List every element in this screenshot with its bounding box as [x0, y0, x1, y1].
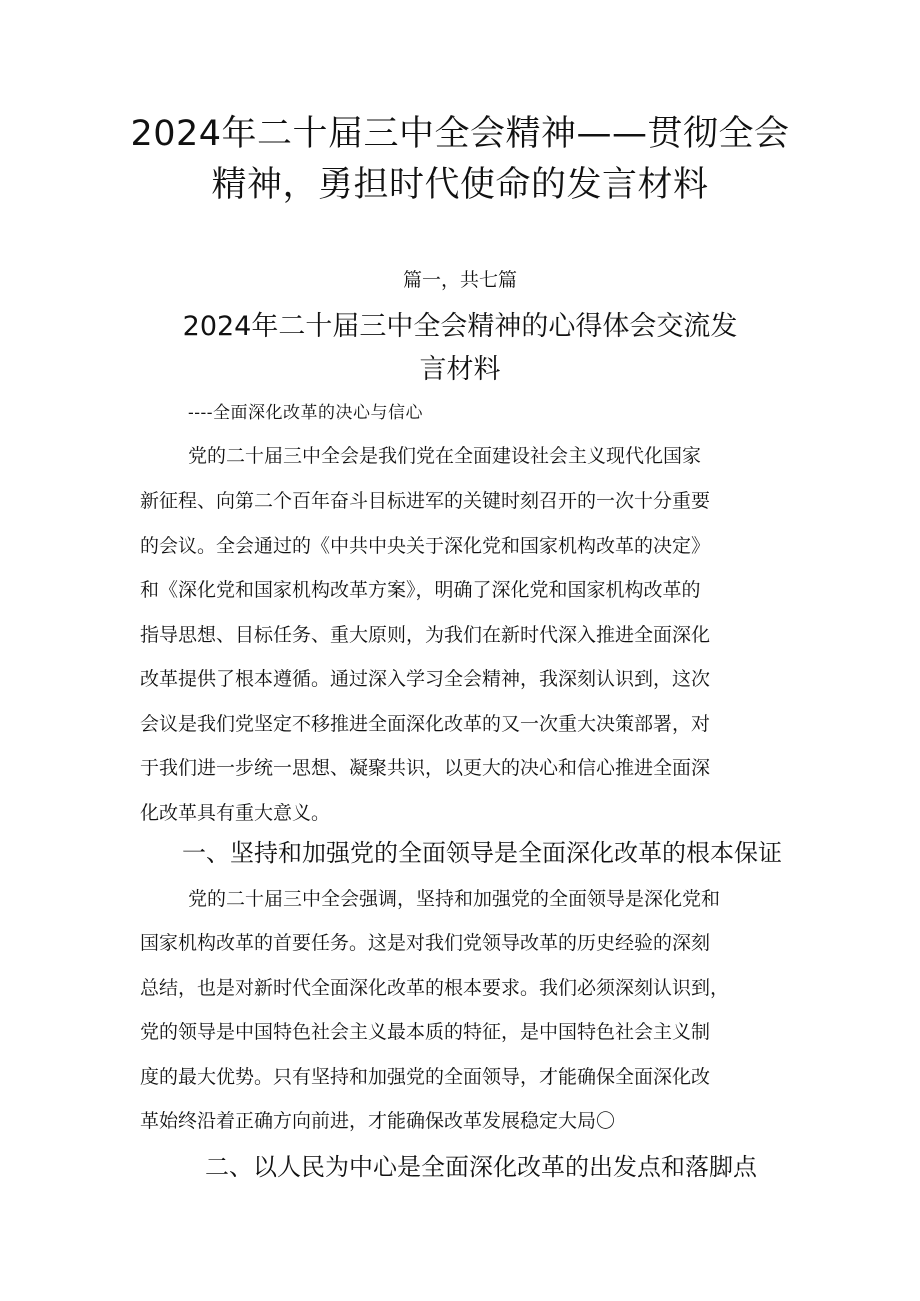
intro-line: 和《深化党和国家机构改革方案》，明确了深化党和国家机构改革的 — [140, 579, 701, 601]
article-title-line-2: 言材料 — [419, 354, 501, 385]
intro-line: 新征程、向第二个百年奋斗目标进军的关键时刻召开的一次十分重要 — [140, 490, 711, 512]
section-1-line: 党的领导是中国特色社会主义最本质的特征，是中国特色社会主义制 — [140, 1021, 711, 1043]
intro-line: 化改革具有重大意义。 — [140, 802, 331, 824]
article-tagline: ----全面深化改革的决心与信心 — [188, 403, 423, 423]
section-1-line: 革始终沿着正确方向前进，才能确保改革发展稳定大局〇 — [140, 1110, 616, 1132]
intro-line: 的会议。全会通过的《中共中央关于深化党和国家机构改革的决定》 — [140, 535, 711, 557]
section-heading-1: 一、坚持和加强党的全面领导是全面深化改革的根本保证 — [182, 839, 782, 867]
article-title-line-1: 2024年二十届三中全会精神的心得体会交流发 — [182, 311, 738, 342]
document-title-line-2: 精神，勇担时代使命的发言材料 — [211, 165, 709, 205]
intro-line: 改革提供了根本遵循。通过深入学习全会精神，我深刻认识到，这次 — [140, 668, 711, 690]
section-1-line: 国家机构改革的首要任务。这是对我们党领导改革的历史经验的深刻 — [140, 932, 711, 954]
intro-line: 党的二十届三中全会是我们党在全面建设社会主义现代化国家 — [188, 445, 702, 467]
section-1-line: 度的最大优势。只有坚持和加强党的全面领导，才能确保全面深化改 — [140, 1066, 711, 1088]
intro-line: 于我们进一步统一思想、凝聚共识，以更大的决心和信心推进全面深 — [140, 757, 711, 779]
section-heading-2: 二、以人民为中心是全面深化改革的出发点和落脚点 — [205, 1153, 757, 1181]
intro-line: 会议是我们党坚定不移推进全面深化改革的又一次重大决策部署，对 — [140, 713, 711, 735]
section-1-line: 党的二十届三中全会强调，坚持和加强党的全面领导是深化党和 — [188, 888, 721, 910]
series-label: 篇一，共七篇 — [402, 269, 517, 291]
intro-line: 指导思想、目标任务、重大原则，为我们在新时代深入推进全面深化 — [140, 624, 711, 646]
document-title-line-1: 2024年二十届三中全会精神——贯彻全会 — [130, 114, 790, 154]
section-1-line: 总结，也是对新时代全面深化改革的根本要求。我们必须深刻认识到， — [140, 977, 730, 999]
